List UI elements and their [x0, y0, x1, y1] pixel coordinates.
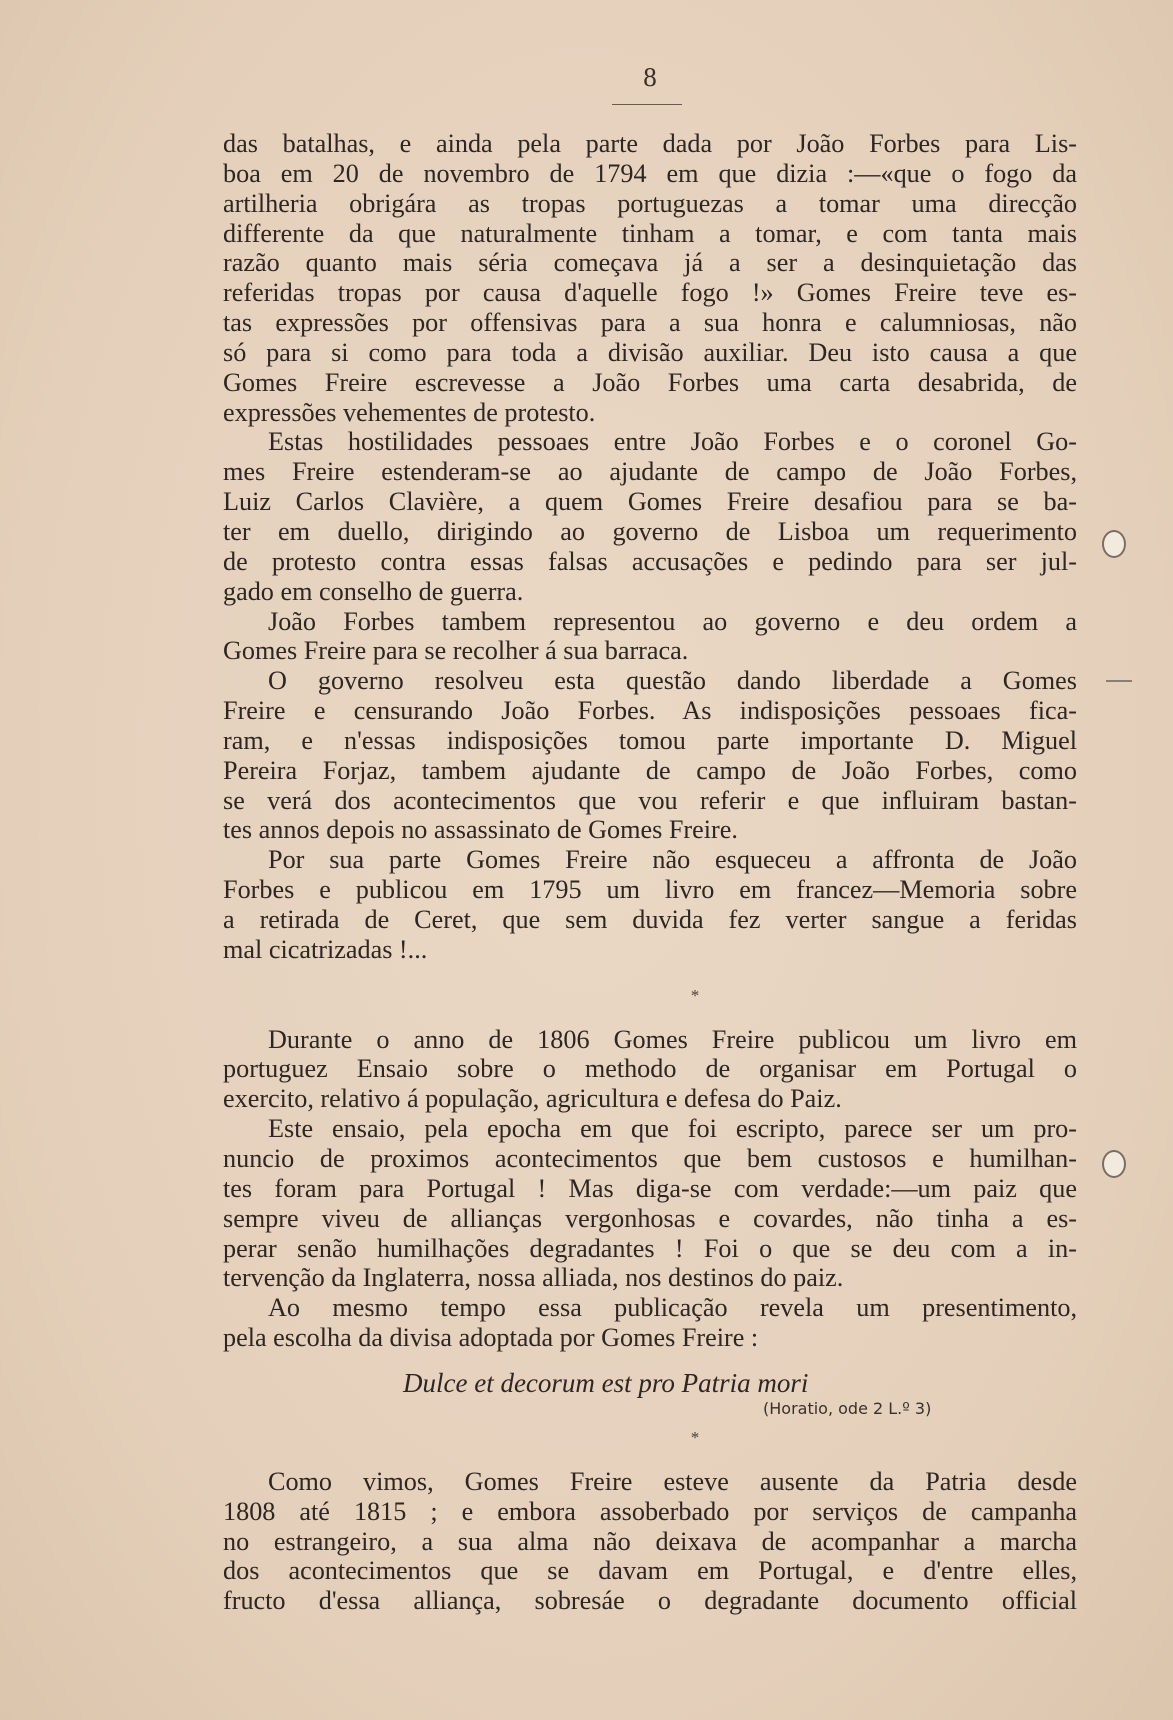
text-line: fructo d'essa alliança, sobresáe o degradante documento official: [223, 1586, 1077, 1616]
body-text: [223, 129, 1077, 1616]
margin-mark: [1106, 680, 1132, 682]
text-line: nuncio de proximos acontecimentos que bem custosos e humilhan-: [223, 1144, 1077, 1173]
text-line: Gomes Freire escrevesse a João Forbes uma carta desabrida, de: [223, 367, 1077, 397]
text-block-1: [223, 129, 1077, 965]
section-separator: *: [690, 985, 700, 1005]
text-line: tes annos depois no assassinato de Gomes Freire.: [223, 815, 738, 845]
text-line: O governo resolveu esta questão dando liberdade a Gomes: [268, 666, 1077, 696]
text-line: no estrangeiro, a sua alma não deixava de acompanhar a marcha: [223, 1526, 1077, 1556]
text-line: dos acontecimentos que se davam em Portugal, e d'entre elles,: [223, 1556, 1077, 1586]
text-line: Este ensaio, pela epocha em que foi escripto, parece ser um pro-: [268, 1114, 1077, 1144]
text-line: Ao mesmo tempo essa publicação revela um presentimento,: [268, 1293, 1077, 1323]
text-line: differente da que naturalmente tinham a tomar, e com tanta mais: [223, 218, 1077, 248]
text-line: pela escolha da divisa adoptada por Gomes Freire :: [223, 1323, 759, 1353]
text-line: exercito, relativo á população, agricultura e defesa do Paiz.: [223, 1084, 842, 1114]
text-line: se verá dos acontecimentos que vou referir e que influiram bastan-: [223, 785, 1077, 815]
text-line: Forbes e publicou em 1795 um livro em francez—Memoria sobre: [223, 875, 1077, 905]
text-line: razão quanto mais séria começava já a ser a desinquietação das: [223, 248, 1077, 278]
text-line: mal cicatrizadas !...: [223, 934, 428, 964]
text-line: perar senão humilhações degradantes ! Foi o que se deu com a in-: [223, 1233, 1077, 1263]
text-line: Gomes Freire para se recolher á sua barraca.: [223, 636, 689, 666]
section-separator: *: [690, 1427, 700, 1447]
motto: Dulce et decorum est pro Patria mori: [403, 1367, 809, 1398]
text-line: mes Freire estenderam-se ao ajudante de campo de João Forbes,: [223, 457, 1077, 487]
text-block-2: [223, 1025, 1077, 1353]
text-line: tervenção da Inglaterra, nossa alliada, nos destinos do paiz.: [223, 1263, 844, 1293]
text-line: portuguez Ensaio sobre o methodo de organisar em Portugal o: [223, 1054, 1077, 1084]
text-line: 1808 até 1815 ; e embora assoberbado por serviços de campanha: [223, 1496, 1077, 1526]
text-line: Por sua parte Gomes Freire não esqueceu a affronta de João: [268, 845, 1077, 875]
text-line: Estas hostilidades pessoaes entre João Forbes e o coronel Go-: [268, 427, 1077, 457]
text-line: boa em 20 de novembro de 1794 em que dizia :—«que o fogo da: [223, 158, 1077, 188]
text-line: ter em duello, dirigindo ao governo de Lisboa um requerimento: [223, 516, 1077, 546]
text-line: João Forbes tambem representou ao governo e deu ordem a: [268, 606, 1077, 636]
text-line: Pereira Forjaz, tambem ajudante de campo de João Forbes, como: [223, 755, 1077, 785]
text-line: gado em conselho de guerra.: [223, 576, 524, 606]
text-line: expressões vehementes de protesto.: [223, 397, 596, 427]
text-line: tas expressões por offensivas para a sua honra e calumniosas, não: [223, 308, 1077, 338]
page-number-rule: [612, 104, 682, 105]
text-line: Durante o anno de 1806 Gomes Freire publicou um livro em: [268, 1024, 1077, 1054]
text-line: referidas tropas por causa d'aquelle fogo !» Gomes Freire teve es-: [223, 278, 1077, 308]
text-line: Freire e censurando João Forbes. As indisposições pessoaes fica-: [223, 696, 1077, 726]
motto-citation: (Horatio, ode 2 L.º 3): [763, 1398, 932, 1418]
text-line: só para si como para toda a divisão auxiliar. Deu isto causa a que: [223, 337, 1077, 367]
text-line: a retirada de Ceret, que sem duvida fez verter sangue a feridas: [223, 904, 1077, 934]
text-line: sempre viveu de allianças vergonhosas e covardes, não tinha a es-: [223, 1203, 1077, 1233]
text-line: Como vimos, Gomes Freire esteve ausente da Patria desde: [268, 1466, 1077, 1496]
text-line: tes foram para Portugal ! Mas diga-se com verdade:—um paiz que: [223, 1173, 1077, 1203]
page-number: 8: [643, 62, 657, 92]
text-line: ram, e n'essas indisposições tomou parte importante D. Miguel: [223, 725, 1077, 755]
text-line: das batalhas, e ainda pela parte dada por João Forbes para Lis-: [223, 129, 1077, 158]
text-line: de protesto contra essas falsas accusações e pedindo para ser jul-: [223, 546, 1077, 576]
text-line: Luiz Carlos Clavière, a quem Gomes Freire desafiou para se ba-: [223, 487, 1077, 517]
text-line: artilheria obrigára as tropas portuguezas a tomar uma direcção: [223, 188, 1077, 218]
text-block-3: [223, 1467, 1077, 1616]
binding-hole-mark: [1102, 530, 1126, 558]
binding-hole-mark: [1102, 1150, 1126, 1178]
